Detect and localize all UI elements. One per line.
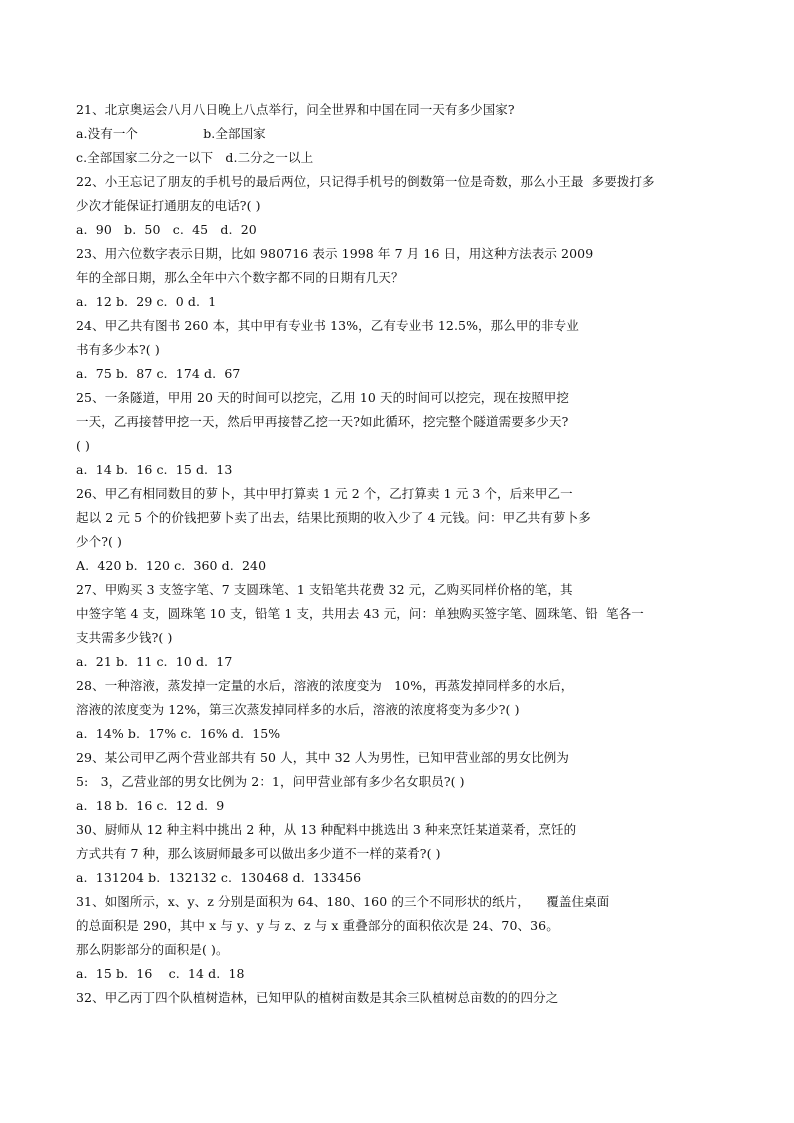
question-32-text: 32、甲乙丙丁四个队植树造林，已知甲队的植树亩数是其余三队植树总亩数的的四分之 [76, 990, 559, 1005]
question-30-text: 30、厨师从 12 种主料中挑出 2 种，从 13 种配料中挑选出 3 种来烹饪某道菜肴，烹饪的 [76, 822, 577, 837]
question-28-text-cont: 溶液的浓度变为 12%，第三次蒸发掉同样多的水后，溶液的浓度将变为多少?( ) [76, 702, 520, 717]
question-27-text-cont: 中签字笔 4 支，圆珠笔 10 支，铅笔 1 支，共用去 43 元，问：单独购买签字笔、圆珠笔、铅 笔各一 [76, 606, 644, 621]
question-22-text: 22、小王忘记了朋友的手机号的最后两位，只记得手机号的倒数第一位是奇数，那么小王最 多要拨打多 [76, 174, 655, 189]
question-30-text-cont: 方式共有 7 种，那么该厨师最多可以做出多少道不一样的菜肴?( ) [76, 846, 441, 861]
question-25-options: a. 14 b. 16 c. 15 d. 13 [76, 462, 233, 477]
question-22-options: a. 90 b. 50 c. 45 d. 20 [76, 222, 257, 237]
question-21-text: 21、北京奥运会八月八日晚上八点举行，问全世界和中国在同一天有多少国家? [76, 102, 515, 117]
question-29-text: 29、某公司甲乙两个营业部共有 50 人，其中 32 人为男性，已知甲营业部的男女比例为 [76, 750, 570, 765]
question-21-options-cd: c.全部国家二分之一以下 d.二分之一以上 [76, 150, 314, 165]
question-22-text-cont: 少次才能保证打通朋友的电话?( ) [76, 198, 261, 213]
question-23-text-cont: 年的全部日期，那么全年中六个数字都不同的日期有几天？ [76, 270, 404, 285]
question-23-text: 23、用六位数字表示日期，比如 980716 表示 1998 年 7 月 16 日，用这种方法表示 2009 [76, 246, 594, 261]
question-31-text: 31、如图所示，x、y、z 分别是面积为 64、180、160 的三个不同形状的纸片， 覆盖住桌面 [76, 894, 610, 909]
question-26-text-cont: 起以 2 元 5 个的价钱把萝卜卖了出去，结果比预期的收入少了 4 元钱。问：甲乙共有萝卜多 [76, 510, 591, 525]
question-24-text: 24、甲乙共有图书 260 本，其中甲有专业书 13%，乙有专业书 12.5%，那么甲的非专业 [76, 318, 579, 333]
question-30-options: a. 131204 b. 132132 c. 130468 d. 133456 [76, 870, 362, 885]
question-23-options: a. 12 b. 29 c. 0 d. 1 [76, 294, 217, 309]
question-29-text-cont: 5: 3，乙营业部的男女比例为 2：1，问甲营业部有多少名女职员?( ) [76, 774, 465, 789]
question-26-options: A. 420 b. 120 c. 360 d. 240 [76, 558, 267, 573]
question-25-text-cont: 一天，乙再接替甲挖一天，然后甲再接替乙挖一天?如此循环，挖完整个隧道需要多少天? [76, 414, 569, 429]
question-24-options: a. 75 b. 87 c. 174 d. 67 [76, 366, 241, 381]
question-21-options-ab: a.没有一个 b.全部国家 [76, 126, 266, 141]
question-31-text-end: 那么阴影部分的面积是( )。 [76, 942, 229, 957]
question-28-options: a. 14% b. 17% c. 16% d. 15% [76, 726, 281, 741]
question-28-text: 28、一种溶液，蒸发掉一定量的水后，溶液的浓度变为 10%，再蒸发掉同样多的水后， [76, 678, 574, 693]
question-29-options: a. 18 b. 16 c. 12 d. 9 [76, 798, 225, 813]
question-27-text-end: 支共需多少钱?( ) [76, 630, 173, 645]
question-31-options: a. 15 b. 16 c. 14 d. 18 [76, 966, 245, 981]
question-25-text: 25、一条隧道，甲用 20 天的时间可以挖完，乙用 10 天的时间可以挖完，现在按照甲挖 [76, 390, 570, 405]
question-25-answer-blank: ( ) [76, 438, 91, 453]
question-24-text-cont: 书有多少本?( ) [76, 342, 160, 357]
question-26-text-end: 少个?( ) [76, 534, 123, 549]
question-27-options: a. 21 b. 11 c. 10 d. 17 [76, 654, 233, 669]
question-26-text: 26、甲乙有相同数目的萝卜，其中甲打算卖 1 元 2 个，乙打算卖 1 元 3 个，后来甲乙一 [76, 486, 573, 501]
question-31-text-cont: 的总面积是 290，其中 x 与 y、y 与 z、z 与 x 重叠部分的面积依次是 24、70、36。 [76, 918, 559, 933]
question-27-text: 27、甲购买 3 支签字笔、7 支圆珠笔、1 支铅笔共花费 32 元，乙购买同样价格的笔，其 [76, 582, 573, 597]
